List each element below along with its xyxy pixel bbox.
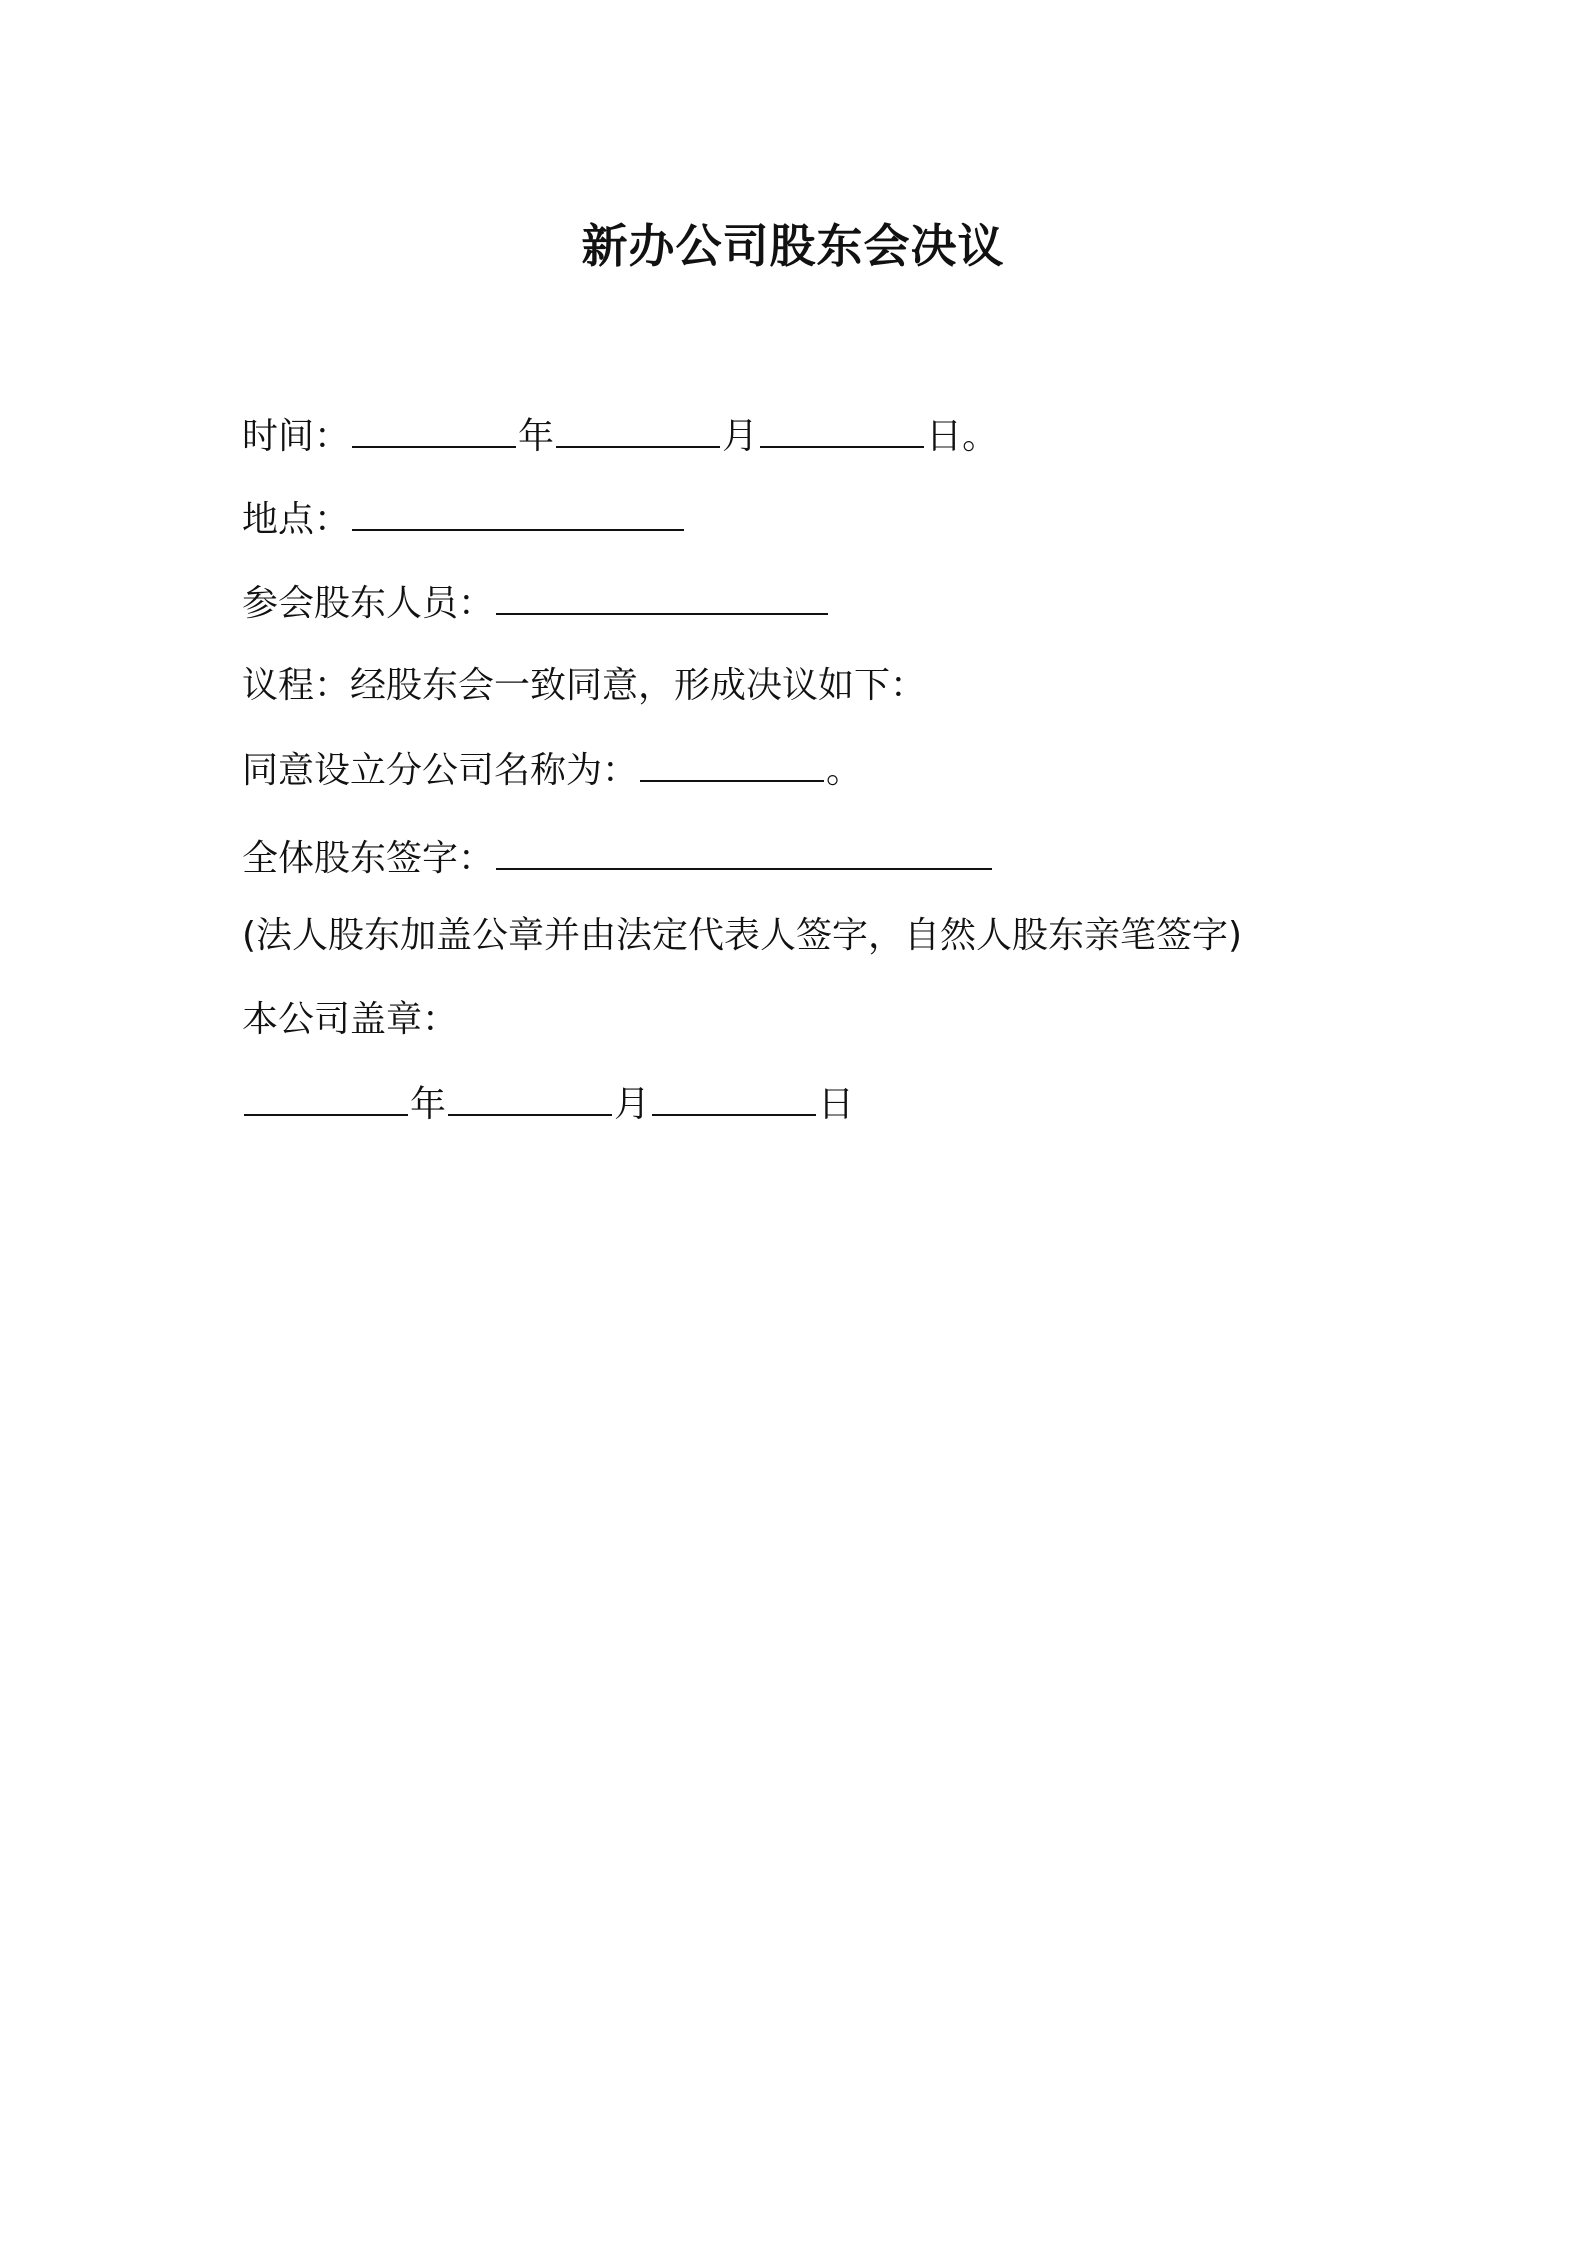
signature-line [242,834,994,883]
members-line [242,579,830,628]
branch-line [242,746,862,795]
branch-label: 同意设立分公司名称为： [242,750,639,791]
place-line [242,495,686,544]
place-label: 地点： [242,499,351,540]
members-label: 参会股东人员： [242,583,495,624]
time-year-blank[interactable] [352,412,516,448]
signature-label: 全体股东签字： [242,838,495,879]
time-month-char: 月 [722,416,759,457]
signature-blank[interactable] [496,834,992,870]
time-period: 。 [962,416,999,457]
date-year-blank[interactable] [244,1080,408,1116]
time-line [242,412,998,461]
time-day-char: 日 [926,416,963,457]
branch-name-blank[interactable] [640,746,824,782]
time-month-blank[interactable] [556,412,720,448]
date-line [242,1080,854,1129]
time-year-char: 年 [518,416,555,457]
date-month-char: 月 [614,1084,651,1125]
time-label: 时间： [242,416,351,457]
place-blank[interactable] [352,495,684,531]
agenda-line: 议程：经股东会一致同意，形成决议如下： [242,665,927,706]
members-blank[interactable] [496,579,828,615]
time-day-blank[interactable] [760,412,924,448]
date-day-char: 日 [818,1084,855,1125]
date-month-blank[interactable] [448,1080,612,1116]
date-year-char: 年 [410,1084,447,1125]
signature-note: (法人股东加盖公章并由法定代表人签字，自然人股东亲笔签字) [242,915,1243,956]
branch-period: 。 [826,750,863,791]
document-title: 新办公司股东会决议 [581,219,1005,273]
seal-line: 本公司盖章： [242,999,459,1040]
date-day-blank[interactable] [652,1080,816,1116]
